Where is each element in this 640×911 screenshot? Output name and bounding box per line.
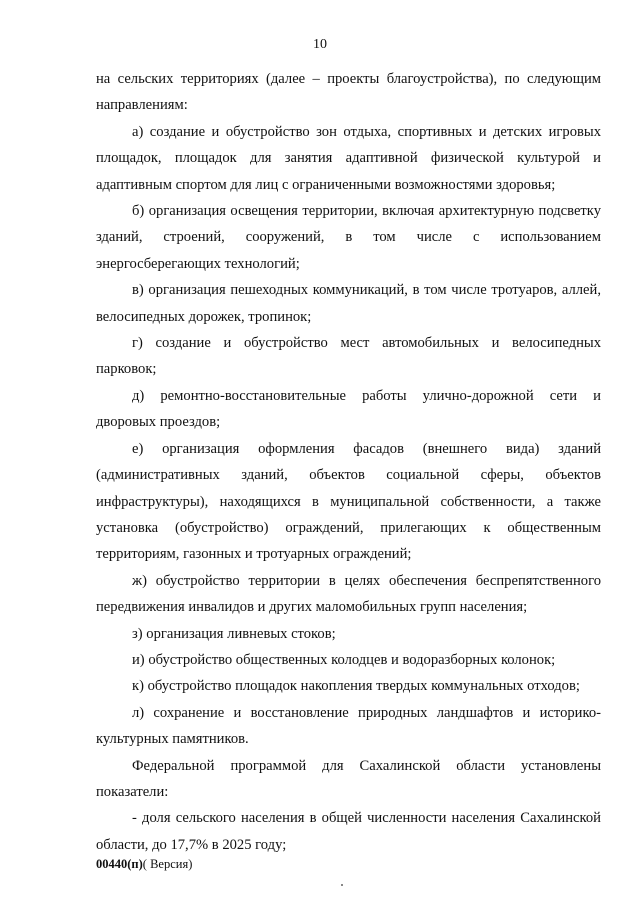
paragraph: на сельских территориях (далее – проекты благоустройства), по следующим направлениям:: [96, 71, 601, 114]
paragraph: д) ремонтно-восстановительные работы улично-дорожной сети и дворовых проездов;: [96, 387, 601, 431]
document-footer: [96, 857, 192, 872]
paragraph: и) обустройство общественных колодцев и водоразборных колонок;: [132, 651, 556, 668]
paragraph: б) организация освещения территории, включая архитектурную подсветку зданий, строений, сооружений, в том числе с использованием энергосберегающих технологий;: [96, 203, 601, 272]
document-code: 00440(п): [96, 857, 143, 871]
paragraph: а) создание и обустройство зон отдыха, спортивных и детских игровых площадок, площадок для занятия адаптивной физической культурой и адаптивным спортом для лиц с ограниченными возможностями здоровья;: [96, 123, 601, 193]
paragraph: л) сохранение и восстановление природных ландшафтов и историко-культурных памятников.: [96, 704, 601, 748]
paragraph: к) обустройство площадок накопления твердых коммунальных отходов;: [132, 678, 580, 695]
paragraph: - доля сельского населения в общей численности населения Сахалинской области, до 17,7% в 2025 году;: [96, 810, 601, 853]
page-number: 10: [313, 37, 327, 52]
paragraph: е) организация оформления фасадов (внешнего вида) зданий (административных зданий, объектов социальной сферы, объектов инфраструктуры), находящихся в муниципальной собственности, а также установка (обустройство) ограждений, прилегающих к общественным территориям, газонных и тротуарных ограждений;: [96, 440, 601, 563]
paragraph: з) организация ливневых стоков;: [132, 625, 336, 642]
body-text: [96, 66, 601, 858]
document-version: ( Версия): [142, 857, 193, 871]
paragraph: Федеральной программой для Сахалинской области установлены показатели:: [96, 757, 601, 800]
scan-speck: [341, 884, 343, 886]
paragraph: г) создание и обустройство мест автомобильных и велосипедных парковок;: [96, 335, 601, 378]
paragraph: ж) обустройство территории в целях обеспечения беспрепятственного передвижения инвалидов и других маломобильных групп населения;: [96, 572, 601, 616]
paragraph: в) организация пешеходных коммуникаций, в том числе тротуаров, аллей, велосипедных дорожек, тропинок;: [96, 282, 601, 325]
